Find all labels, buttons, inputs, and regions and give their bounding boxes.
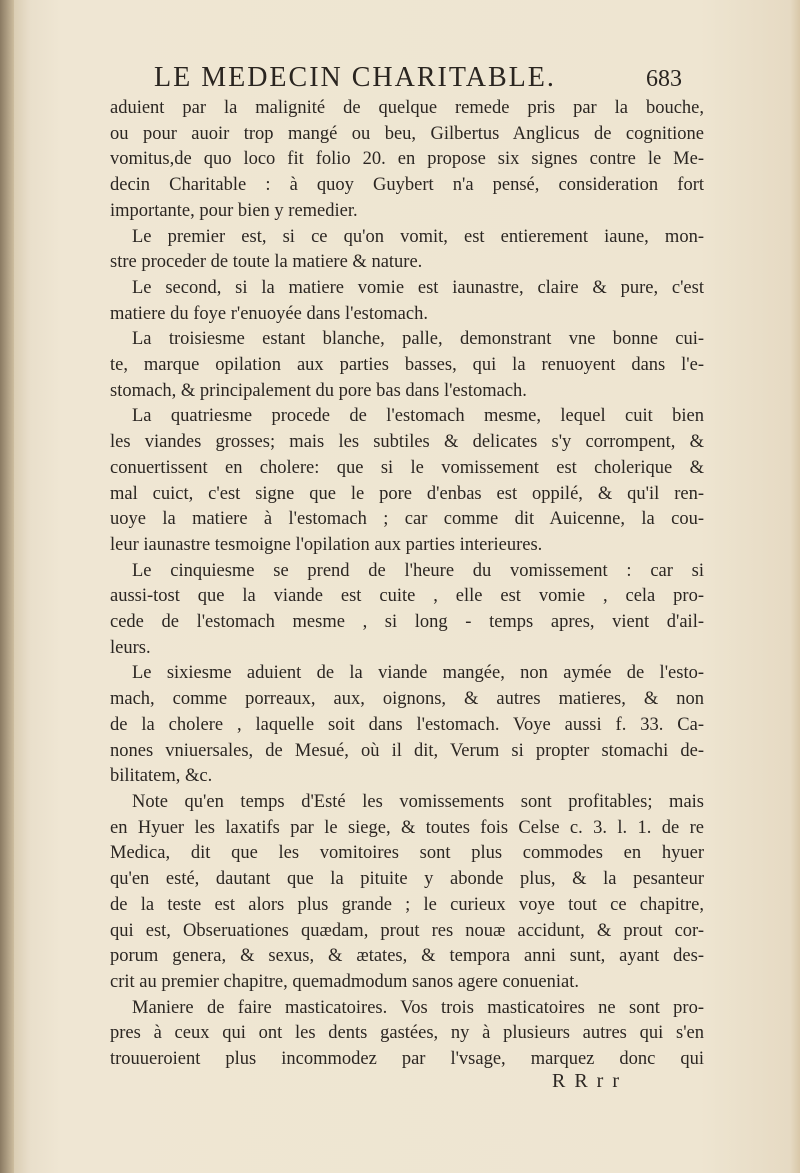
text-line: La troisiesme estant blanche, palle, demonstrant vne bonne cui-: [132, 329, 704, 350]
text-line: cede de l'estomach mesme , si long - temps apres, vient d'ail-: [110, 612, 704, 633]
text-line: stomach, & principalement du pore bas dans l'estomach.: [110, 380, 527, 401]
text-line: decin Charitable : à quoy Guybert n'a pensé, consideration fort: [110, 175, 704, 196]
text-line: importante, pour bien y remedier.: [110, 200, 358, 221]
signature-mark: R R r r: [552, 1070, 621, 1092]
text-line: aussi-tost que la viande est cuite , elle est vomie , cela pro-: [110, 586, 704, 607]
text-line: crit au premier chapitre, quemadmodum sanos agere conueniat.: [110, 971, 579, 992]
text-line: Le premier est, si ce qu'on vomit, est entierement iaune, mon-: [132, 226, 704, 247]
text-line: bilitatem, &c.: [110, 766, 213, 787]
text-line: te, marque opilation aux parties basses, qui la renuoyent dans l'e-: [110, 355, 704, 376]
text-line: leur iaunastre tesmoigne l'opilation aux parties interieures.: [110, 534, 543, 555]
text-line: uoye la matiere à l'estomach ; car comme dit Auicenne, la cou-: [110, 509, 704, 530]
text-line: Note qu'en temps d'Esté les vomissements sont profitables; mais: [132, 791, 704, 812]
running-title: LE MEDECIN CHARITABLE.: [154, 62, 556, 93]
text-line: trouueroient plus incommodez par l'vsage, marquez donc qui: [110, 1049, 704, 1070]
text-line: nones vniuersales, de Mesué, où il dit, Verum si propter stomachi de-: [110, 740, 704, 761]
text-line: Medica, dit que les vomitoires sont plus commodes en hyuer: [110, 843, 704, 864]
text-line: de la cholere , laquelle soit dans l'estomach. Voye aussi f. 33. Ca-: [110, 714, 704, 735]
page-number: 683: [646, 66, 682, 92]
text-line: Le second, si la matiere vomie est iaunastre, claire & pure, c'est: [132, 277, 704, 298]
body-text: [110, 96, 704, 1073]
text-line: les viandes grosses; mais les subtiles & delicates s'y corrompent, &: [110, 432, 704, 453]
text-line: qu'en esté, dautant que la pituite y abonde plus, & la pesanteur: [110, 869, 704, 890]
text-line: Le sixiesme aduient de la viande mangée, non aymée de l'esto-: [132, 663, 704, 684]
text-line: pres à ceux qui ont les dents gastées, ny à plusieurs autres qui s'en: [110, 1023, 704, 1044]
text-line: qui est, Obseruationes quædam, prout res nouæ accidunt, & prout cor-: [110, 920, 704, 941]
text-line: de la teste est alors plus grande ; le curieux voye tout ce chapitre,: [110, 894, 704, 915]
text-line: ou pour auoir trop mangé ou beu, Gilbertus Anglicus de cognitione: [110, 123, 704, 144]
text-line: stre proceder de toute la matiere & nature.: [110, 252, 423, 273]
page-header: [0, 60, 800, 100]
text-line: vomitus,de quo loco fit folio 20. en propose six signes contre le Me-: [110, 149, 704, 170]
text-line: mal cuict, c'est signe que le pore d'enbas est oppilé, & qu'il ren-: [110, 483, 704, 504]
text-line: porum genera, & sexus, & ætates, & tempora anni sunt, ayant des-: [110, 946, 704, 967]
text-line: Maniere de faire masticatoires. Vos trois masticatoires ne sont pro-: [132, 997, 704, 1018]
page-gutter: [0, 0, 14, 1173]
text-line: Le cinquiesme se prend de l'heure du vomissement : car si: [132, 560, 704, 581]
text-line: leurs.: [110, 637, 151, 658]
text-line: matiere du foye r'enuoyée dans l'estomach.: [110, 303, 428, 324]
text-line: conuertissent en cholere: que si le vomissement est cholerique &: [110, 457, 704, 478]
text-line: aduient par la malignité de quelque remede pris par la bouche,: [110, 98, 704, 118]
text-line: mach, comme porreaux, aux, oignons, & autres matieres, & non: [110, 689, 704, 710]
text-line: en Hyuer les laxatifs par le siege, & toutes fois Celse c. 3. l. 1. de re: [110, 817, 704, 838]
text-line: La quatriesme procede de l'estomach mesme, lequel cuit bien: [132, 406, 704, 427]
